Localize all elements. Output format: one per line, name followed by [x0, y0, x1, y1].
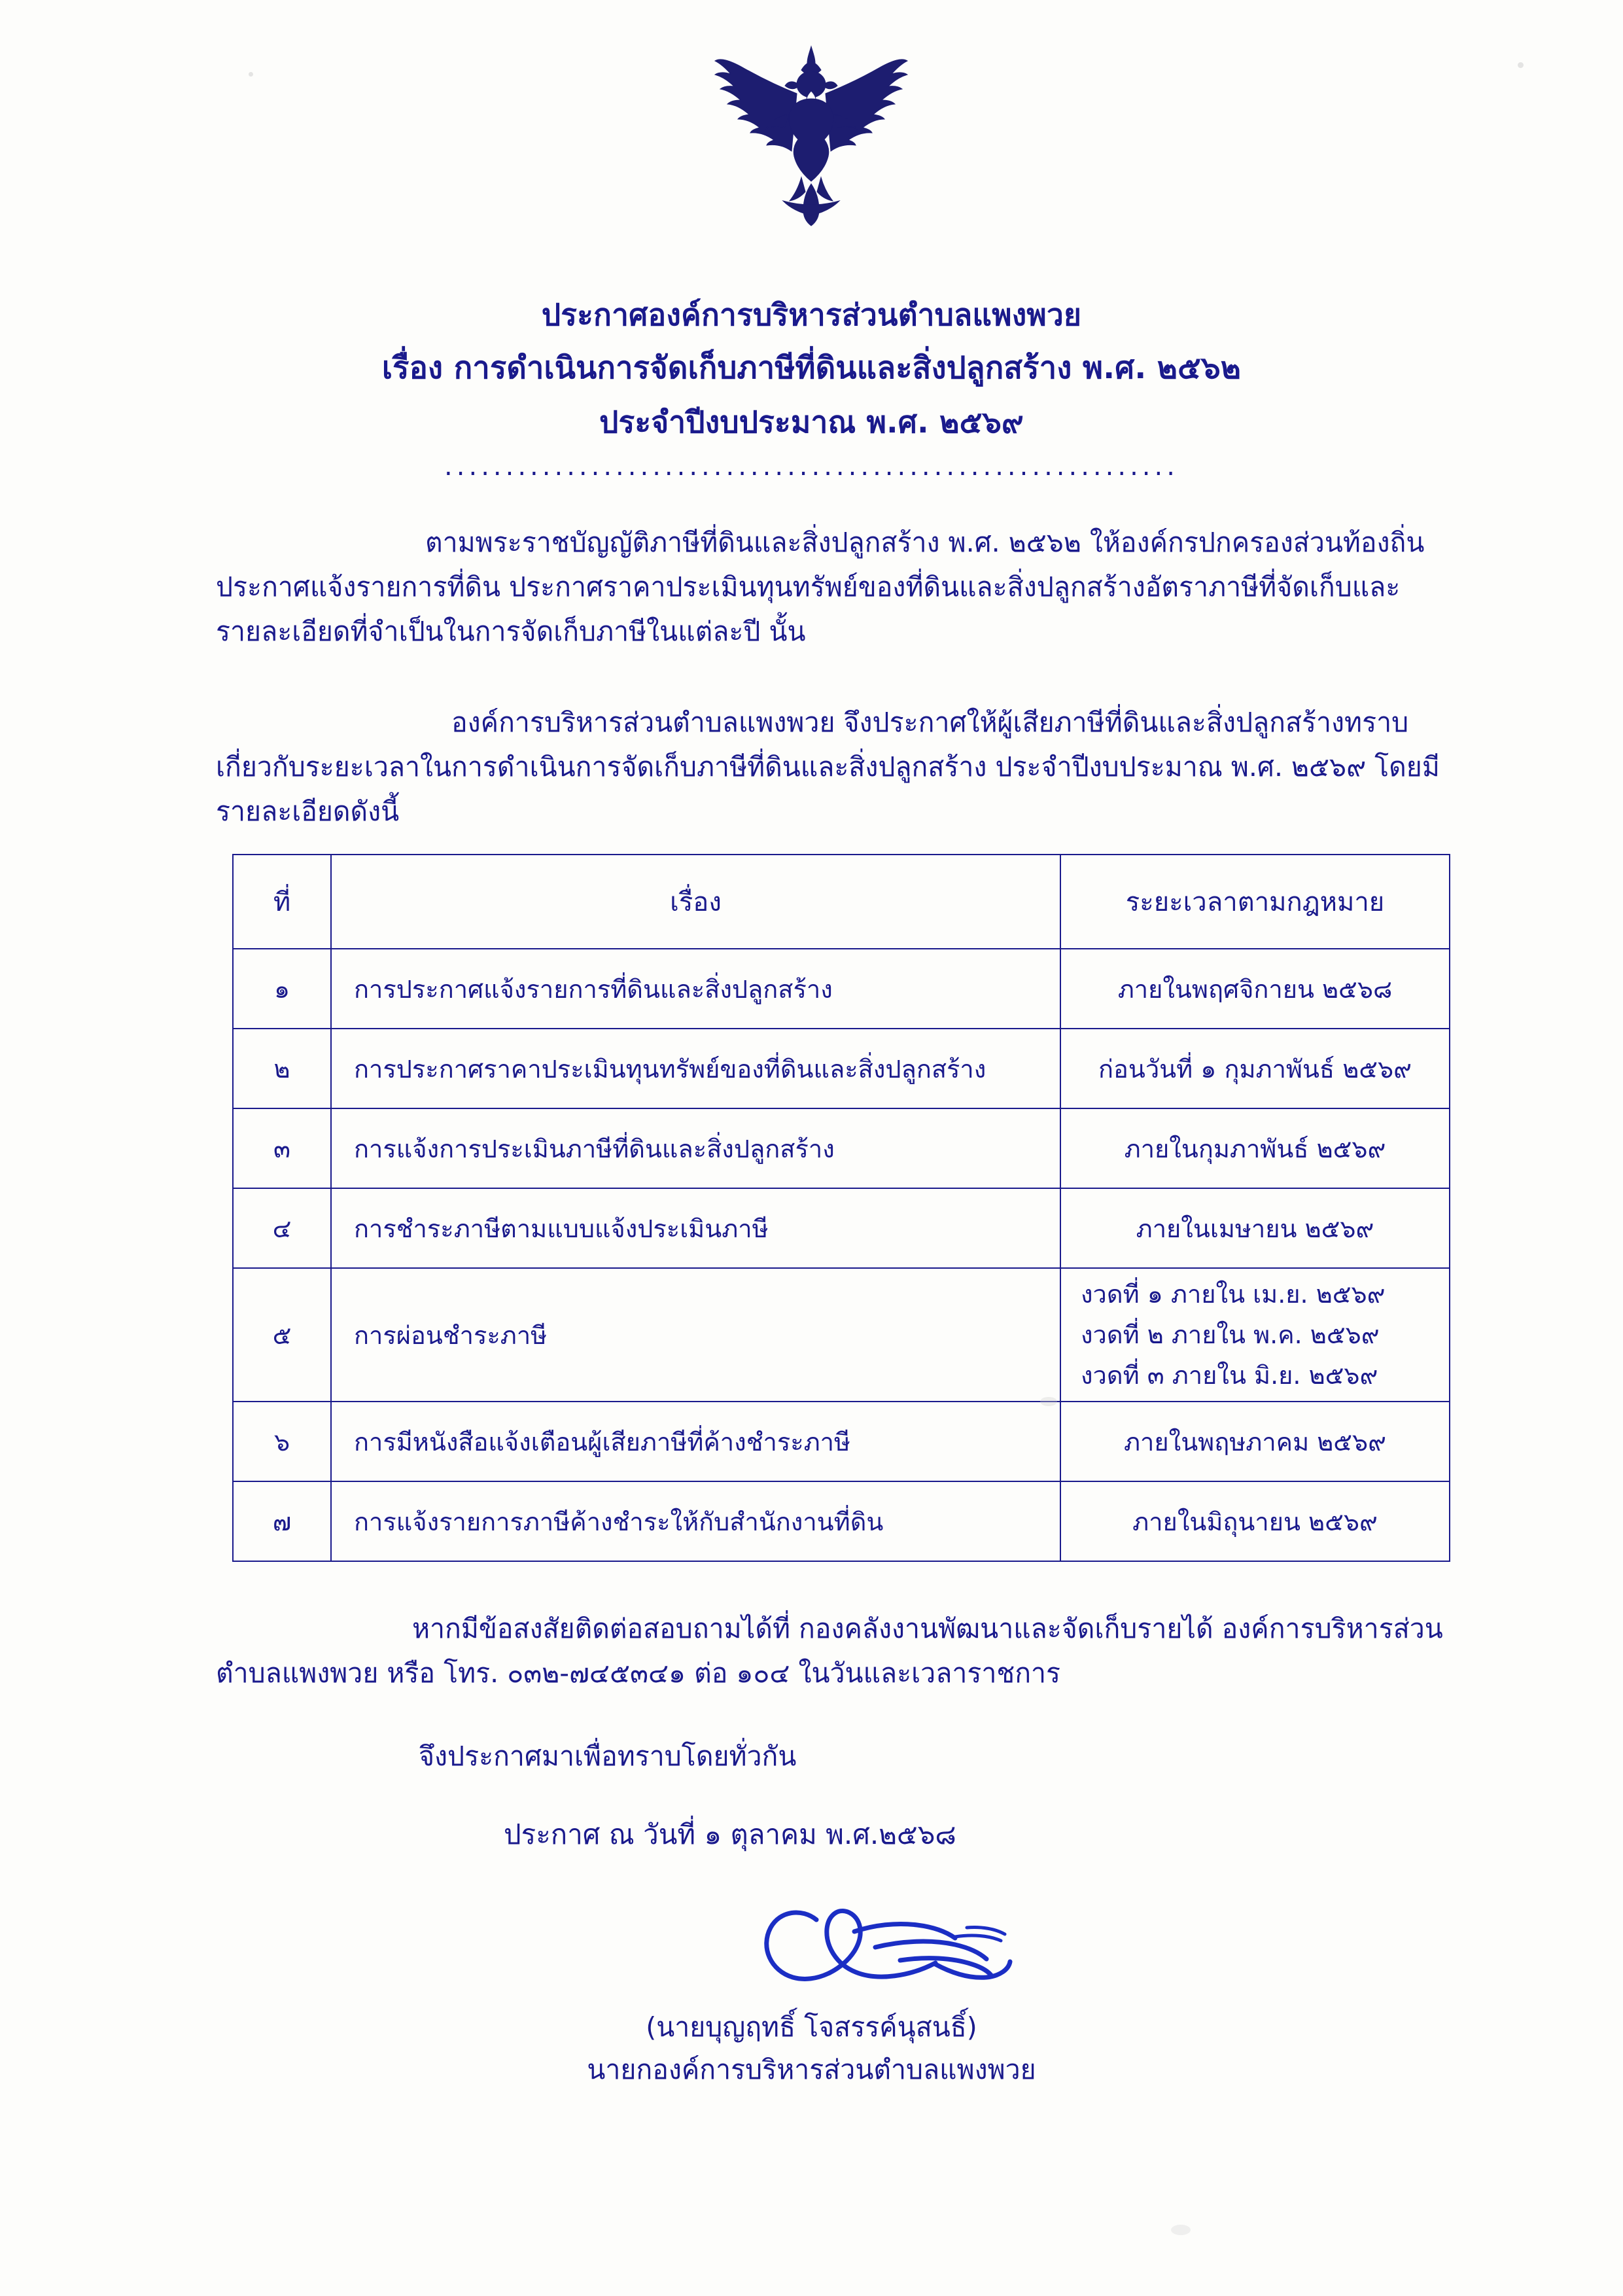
- row-no: ๖: [233, 1402, 331, 1481]
- row-no: ๔: [233, 1188, 331, 1268]
- row-time-installment-1: งวดที่ ๑ ภายใน เม.ย. ๒๕๖๙: [1081, 1280, 1386, 1309]
- row-topic: การชำระภาษีตามแบบแจ้งประเมินภาษี: [331, 1188, 1060, 1268]
- row-topic: การแจ้งรายการภาษีค้างชำระให้กับสำนักงานที่ดิน: [331, 1481, 1060, 1561]
- heading-divider: ............................................................: [444, 451, 1179, 482]
- heading-line-3: ประจำปีงบประมาณ พ.ศ. ๒๕๖๙: [599, 404, 1024, 440]
- paragraph-contact: [216, 1606, 1459, 1695]
- signer-title: นายกองค์การบริหารส่วนตำบลแพงพวย: [587, 2054, 1036, 2085]
- row-time: ภายในมิถุนายน ๒๕๖๙: [1060, 1481, 1450, 1561]
- schedule-table: [232, 854, 1450, 1562]
- row-no: ๕: [233, 1268, 331, 1402]
- table-row: [233, 949, 1450, 1029]
- table-row: [233, 1268, 1450, 1402]
- signer-name: (นายบุญฤทธิ์ โจสรรค์นุสนธิ์): [646, 2011, 977, 2043]
- paragraph-contact-text: หากมีข้อสงสัยติดต่อสอบถามได้ที่ กองคลังงานพัฒนาและจัดเก็บรายได้ องค์การบริหารส่วนตำบลแพงพวย หรือ โทร. ๐๓๒-๗๔๕๓๔๑ ต่อ ๑๐๔ ในวันและเวลาราชการ: [216, 1613, 1443, 1689]
- table-row: [233, 1188, 1450, 1268]
- announcement-date: ประกาศ ณ วันที่ ๑ ตุลาคม พ.ศ.๒๕๖๘: [504, 1818, 956, 1850]
- row-topic: การผ่อนชำระภาษี: [331, 1268, 1060, 1402]
- table-row: [233, 1402, 1450, 1481]
- garuda-emblem-icon: [703, 36, 919, 252]
- paragraph-intro-text: ตามพระราชบัญญัติภาษีที่ดินและสิ่งปลูกสร้าง พ.ศ. ๒๕๖๒ ให้องค์กรปกครองส่วนท้องถิ่นประกาศแจ้งรายการที่ดิน ประกาศราคาประเมินทุนทรัพย์ของที่ดินและสิ่งปลูกสร้างอัตราภาษีที่จัดเก็บและรายละเอียดที่จำเป็นในการจัดเก็บภาษีในแต่ละปี นั้น: [216, 527, 1425, 647]
- paragraph-notice: จึงประกาศมาเพื่อทราบโดยทั่วกัน: [419, 1740, 797, 1772]
- heading-line-1: ประกาศองค์การบริหารส่วนตำบลแพงพวย: [541, 297, 1082, 332]
- row-time: ภายในพฤศจิกายน ๒๕๖๘: [1060, 949, 1450, 1029]
- row-topic: การประกาศแจ้งรายการที่ดินและสิ่งปลูกสร้าง: [331, 949, 1060, 1029]
- row-no: ๗: [233, 1481, 331, 1561]
- table-row: [233, 1029, 1450, 1108]
- row-topic: การประกาศราคาประเมินทุนทรัพย์ของที่ดินและสิ่งปลูกสร้าง: [331, 1029, 1060, 1108]
- row-topic: การมีหนังสือแจ้งเตือนผู้เสียภาษีที่ค้างชำระภาษี: [331, 1402, 1060, 1481]
- row-time: ก่อนวันที่ ๑ กุมภาพันธ์ ๒๕๖๙: [1060, 1029, 1450, 1108]
- scan-speck: [249, 72, 253, 77]
- row-no: ๓: [233, 1108, 331, 1188]
- scan-speck: [1518, 62, 1524, 68]
- table-header-row: [233, 855, 1450, 949]
- table-row: [233, 1108, 1450, 1188]
- row-time: ภายในพฤษภาคม ๒๕๖๙: [1060, 1402, 1450, 1481]
- col-header-topic: เรื่อง: [331, 855, 1060, 949]
- row-time: ภายในกุมภาพันธ์ ๒๕๖๙: [1060, 1108, 1450, 1188]
- row-no: ๒: [233, 1029, 331, 1108]
- paragraph-intro: [216, 520, 1439, 654]
- row-topic: การแจ้งการประเมินภาษีที่ดินและสิ่งปลูกสร้าง: [331, 1108, 1060, 1188]
- row-time-installment-3: งวดที่ ๓ ภายใน มิ.ย. ๒๕๖๙: [1081, 1361, 1378, 1390]
- col-header-time: ระยะเวลาตามกฎหมาย: [1060, 855, 1450, 949]
- row-time: ภายในเมษายน ๒๕๖๙: [1060, 1188, 1450, 1268]
- handwritten-signature-icon: [739, 1891, 1106, 2009]
- schedule-table-wrapper: [232, 854, 1449, 1562]
- heading-line-2: เรื่อง การดำเนินการจัดเก็บภาษีที่ดินและสิ่งปลูกสร้าง พ.ศ. ๒๕๖๒: [381, 350, 1242, 386]
- col-header-no: ที่: [233, 855, 331, 949]
- row-no: ๑: [233, 949, 331, 1029]
- scan-speck: [1171, 2225, 1191, 2235]
- row-time: [1060, 1268, 1450, 1402]
- paragraph-purpose-text: องค์การบริหารส่วนตำบลแพงพวย จึงประกาศให้ผู้เสียภาษีที่ดินและสิ่งปลูกสร้างทราบเกี่ยวกับระยะเวลาในการดำเนินการจัดเก็บภาษีที่ดินและสิ่งปลูกสร้าง ประจำปีงบประมาณ พ.ศ. ๒๕๖๙ โดยมีรายละเอียดดังนี้: [216, 707, 1440, 827]
- table-row: [233, 1481, 1450, 1561]
- announcement-heading: [0, 288, 1623, 449]
- scan-speck: [1040, 1397, 1057, 1406]
- row-time-installment-2: งวดที่ ๒ ภายใน พ.ค. ๒๕๖๙: [1081, 1320, 1380, 1349]
- paragraph-purpose: [216, 700, 1459, 834]
